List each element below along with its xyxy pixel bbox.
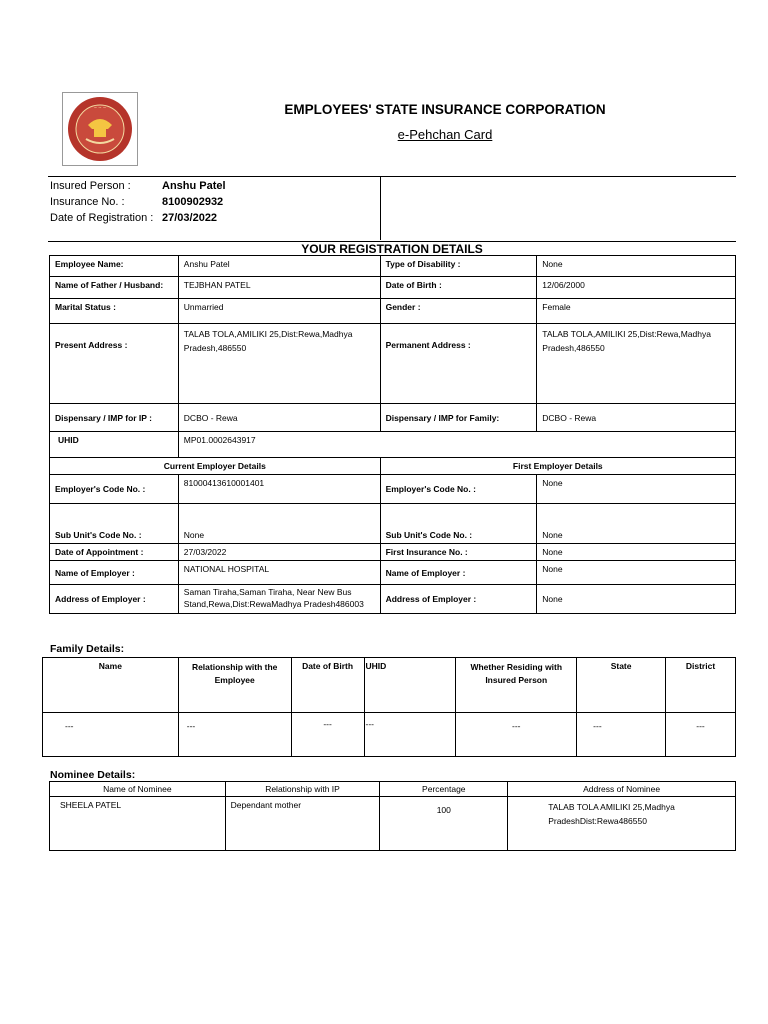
employer-name-value: NATIONAL HOSPITAL <box>178 561 380 585</box>
nominee-col-address: Address of Nominee <box>508 782 736 797</box>
insurance-no-value: 8100902932 <box>162 196 224 208</box>
family-cell: --- <box>364 713 456 757</box>
first-subunit-code-value: None <box>537 504 736 544</box>
gender-label: Gender : <box>380 299 537 324</box>
nominee-heading: Nominee Details: <box>50 769 136 781</box>
employer-code-label: Employer's Code No. : <box>50 475 179 504</box>
nominee-relationship-value: Dependant mother <box>225 797 380 851</box>
family-cell: --- <box>456 713 577 757</box>
family-cell: --- <box>577 713 666 757</box>
family-cell: --- <box>291 713 364 757</box>
family-cell: --- <box>43 713 179 757</box>
svg-text:~ ~ ~: ~ ~ ~ <box>93 105 107 110</box>
permanent-address-value: TALAB TOLA,AMILIKI 25,Dist:Rewa,Madhya Pradesh,486550 <box>537 324 736 404</box>
uhid-value: MP01.0002643917 <box>178 432 735 458</box>
table-row <box>50 797 736 851</box>
family-cell: --- <box>666 713 736 757</box>
table-row <box>50 458 736 475</box>
nominee-col-name: Name of Nominee <box>50 782 226 797</box>
employer-address-value: Saman Tiraha,Saman Tiraha, Near New Bus Stand,Rewa,Dist:RewaMadhya Pradesh486003 <box>178 585 380 614</box>
first-insurance-value: None <box>537 544 736 561</box>
employer-name-label: Name of Employer : <box>50 561 179 585</box>
dispensary-ip-label: Dispensary / IMP for IP : <box>50 404 179 432</box>
esic-emblem-icon <box>66 95 134 163</box>
first-employer-heading: First Employer Details <box>380 458 735 475</box>
table-row <box>43 658 736 713</box>
employee-name-value: Anshu Patel <box>178 256 380 277</box>
family-col-dob: Date of Birth <box>291 658 364 713</box>
disability-value: None <box>537 256 736 277</box>
employer-code-value: 81000413610001401 <box>178 475 380 504</box>
nominee-percentage-value: 100 <box>380 797 508 851</box>
employee-name-label: Employee Name: <box>50 256 179 277</box>
nominee-col-relationship: Relationship with IP <box>225 782 380 797</box>
summary-divider <box>380 176 381 240</box>
first-employer-code-value: None <box>537 475 736 504</box>
registration-heading: YOUR REGISTRATION DETAILS <box>301 242 483 256</box>
marital-value: Unmarried <box>178 299 380 324</box>
table-row <box>50 544 736 561</box>
first-employer-code-label: Employer's Code No. : <box>380 475 537 504</box>
table-row <box>50 256 736 277</box>
present-address-label: Present Address : <box>50 324 179 404</box>
table-row <box>50 432 736 458</box>
registration-date-label: Date of Registration : <box>50 212 154 224</box>
dob-value: 12/06/2000 <box>537 277 736 299</box>
family-col-uhid: UHID <box>364 658 456 713</box>
dispensary-family-value: DCBO - Rewa <box>537 404 736 432</box>
insurance-no-label: Insurance No. : <box>50 196 125 208</box>
appointment-date-value: 27/03/2022 <box>178 544 380 561</box>
first-employer-name-label: Name of Employer : <box>380 561 537 585</box>
table-row <box>50 299 736 324</box>
table-row <box>43 713 736 757</box>
subunit-code-value: None <box>178 504 380 544</box>
insured-person-label: Insured Person : <box>50 180 131 192</box>
employer-address-label: Address of Employer : <box>50 585 179 614</box>
table-row <box>50 782 736 797</box>
family-col-district: District <box>666 658 736 713</box>
insured-person-value: Anshu Patel <box>162 180 226 192</box>
family-table <box>42 657 736 757</box>
summary-box <box>48 176 736 242</box>
family-col-state: State <box>577 658 666 713</box>
esic-logo <box>62 92 138 166</box>
appointment-date-label: Date of Appointment : <box>50 544 179 561</box>
nominee-address-value: TALAB TOLA AMILIKI 25,Madhya PradeshDist:Rewa486550 <box>508 797 736 851</box>
table-row <box>50 561 736 585</box>
nominee-col-percentage: Percentage <box>380 782 508 797</box>
family-heading: Family Details: <box>50 643 125 655</box>
father-value: TEJBHAN PATEL <box>178 277 380 299</box>
first-employer-name-value: None <box>537 561 736 585</box>
dob-label: Date of Birth : <box>380 277 537 299</box>
first-employer-address-label: Address of Employer : <box>380 585 537 614</box>
card-title: e-Pehchan Card <box>397 127 493 142</box>
nominee-table <box>49 781 736 851</box>
subunit-code-label: Sub Unit's Code No. : <box>50 504 179 544</box>
first-employer-address-value: None <box>537 585 736 614</box>
current-employer-heading: Current Employer Details <box>50 458 381 475</box>
father-label: Name of Father / Husband: <box>50 277 179 299</box>
dispensary-ip-value: DCBO - Rewa <box>178 404 380 432</box>
uhid-label: UHID <box>50 432 179 458</box>
family-col-residing: Whether Residing with Insured Person <box>456 658 577 713</box>
first-insurance-label: First Insurance No. : <box>380 544 537 561</box>
family-cell: --- <box>178 713 291 757</box>
table-row <box>50 277 736 299</box>
table-row <box>50 404 736 432</box>
present-address-value: TALAB TOLA,AMILIKI 25,Dist:Rewa,Madhya Pradesh,486550 <box>178 324 380 404</box>
marital-label: Marital Status : <box>50 299 179 324</box>
dispensary-family-label: Dispensary / IMP for Family: <box>380 404 537 432</box>
nominee-name-value: SHEELA PATEL <box>50 797 226 851</box>
family-col-name: Name <box>43 658 179 713</box>
registration-date-value: 27/03/2022 <box>162 212 218 224</box>
table-row <box>50 475 736 504</box>
family-col-relationship: Relationship with the Employee <box>178 658 291 713</box>
permanent-address-label: Permanent Address : <box>380 324 537 404</box>
first-subunit-code-label: Sub Unit's Code No. : <box>380 504 537 544</box>
gender-value: Female <box>537 299 736 324</box>
registration-table <box>49 255 736 614</box>
org-title: EMPLOYEES' STATE INSURANCE CORPORATION <box>284 102 606 117</box>
table-row <box>50 324 736 404</box>
disability-label: Type of Disability : <box>380 256 537 277</box>
table-row <box>50 585 736 614</box>
table-row <box>50 504 736 544</box>
